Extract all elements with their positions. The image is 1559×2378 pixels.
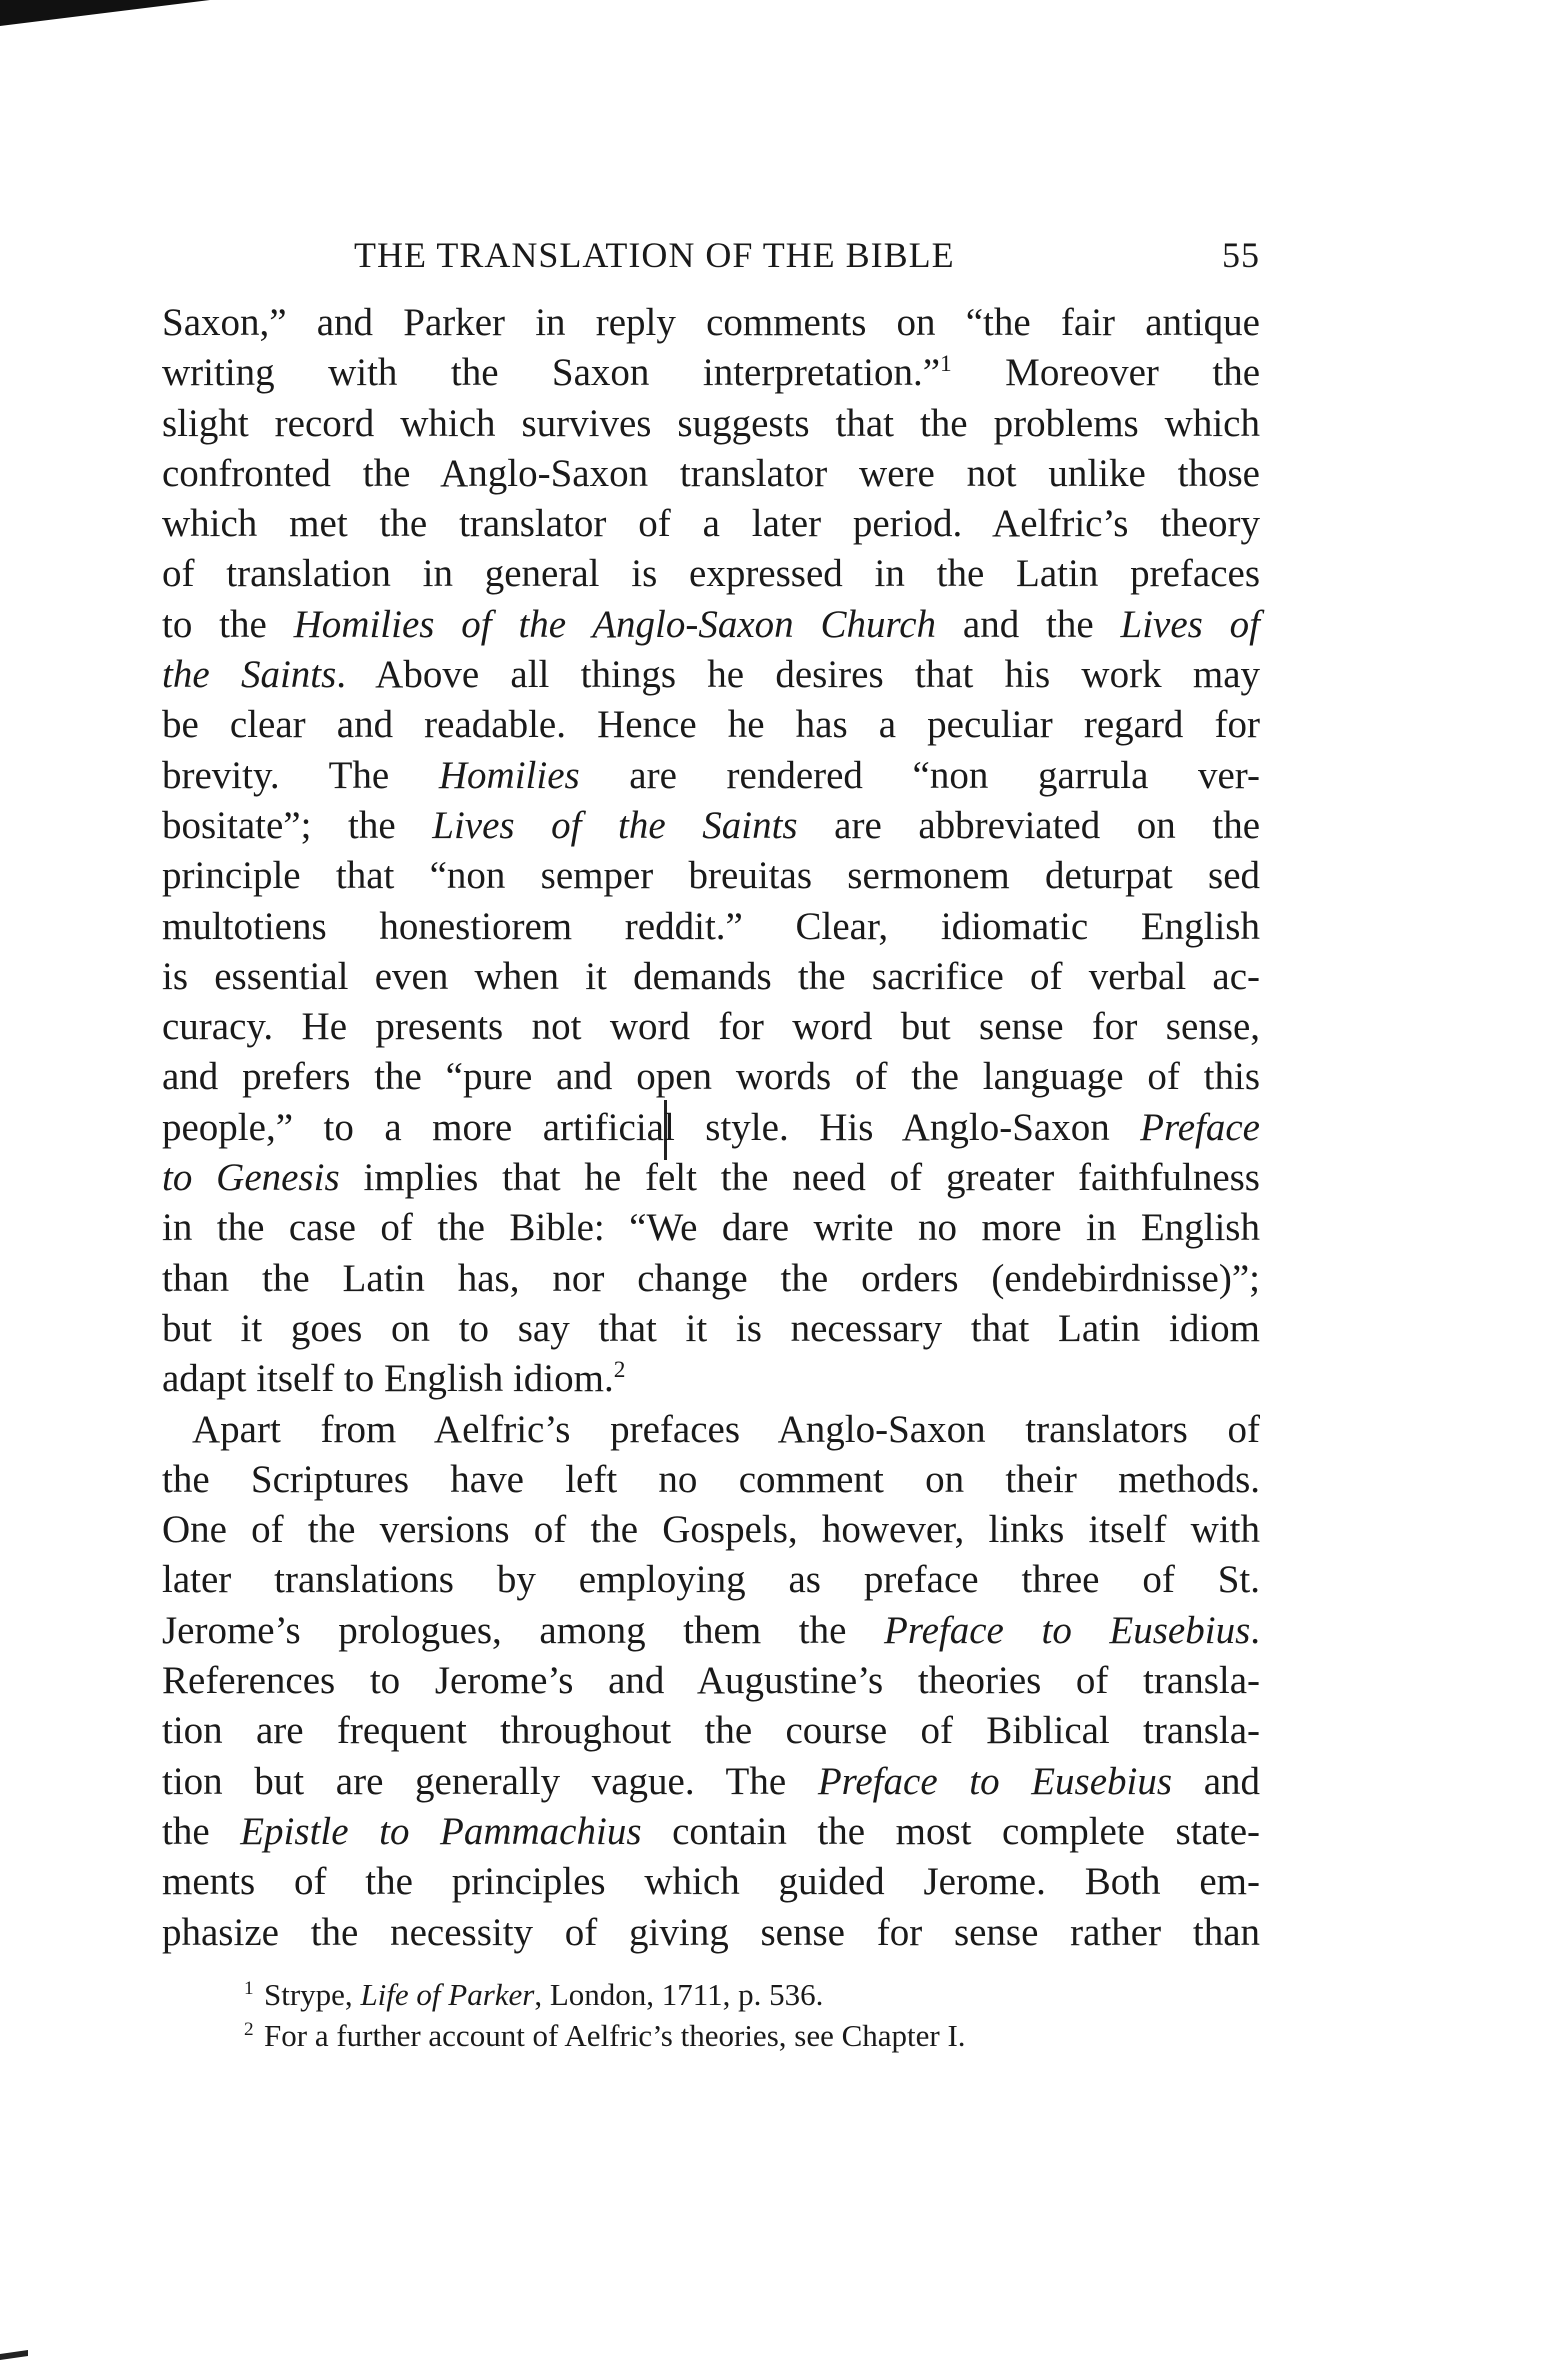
body-text — [162, 298, 1260, 2056]
text-line: be clear and readable. Hence he has a peculiar regard for — [162, 703, 1260, 747]
text-line: Apart from Aelfric’s prefaces Anglo-Saxon translators of — [192, 1407, 1260, 1451]
running-head — [162, 234, 1260, 294]
text-line: to Genesis implies that he felt the need of greater faithfulness — [162, 1156, 1260, 1200]
text-line: phasize the necessity of giving sense for sense rather than — [162, 1910, 1260, 1954]
text-line: curacy. He presents not word for word but sense for sense, — [162, 1005, 1260, 1049]
text-line: tion are frequent throughout the course of Biblical transla- — [162, 1709, 1260, 1753]
text-line: people,” to a more artificial style. His Anglo-Saxon Preface — [162, 1105, 1260, 1149]
text-line: the Epistle to Pammachius contain the most complete state- — [162, 1809, 1260, 1853]
text-line: One of the versions of the Gospels, however, links itself with — [162, 1508, 1260, 1552]
text-line: the Scriptures have left no comment on their methods. — [162, 1457, 1260, 1501]
text-line: Saxon,” and Parker in reply comments on “the fair antique — [162, 301, 1260, 344]
text-line: but it goes on to say that it is necessary that Latin idiom — [162, 1306, 1260, 1350]
text-line: than the Latin has, nor change the orders (endebirdnisse)”; — [162, 1256, 1260, 1300]
running-title: THE TRANSLATION OF THE BIBLE — [354, 235, 955, 275]
footnote-ref: 2 — [613, 1357, 626, 1384]
text-line: to the Homilies of the Anglo-Saxon Church and the Lives of — [162, 602, 1260, 646]
paragraph-2 — [162, 1405, 1260, 1958]
footnote-1: 1 Strype, Life of Parker, London, 1711, p. 536. — [162, 1974, 1260, 2015]
text-line: is essential even when it demands the sacrifice of verbal ac- — [162, 954, 1260, 998]
book-page — [162, 234, 1260, 2056]
text-line: writing with the Saxon interpretation.”$^1$ Moreover the — [162, 351, 1261, 395]
text-line: slight record which survives suggests that the problems which — [162, 401, 1260, 445]
scan-corner-mark — [0, 0, 210, 26]
text-line: multotiens honestiorem reddit.” Clear, idiomatic English — [162, 904, 1260, 948]
text-line: References to Jerome’s and Augustine’s theories of transla- — [162, 1659, 1260, 1703]
text-line: tion but are generally vague. The Preface to Eusebius and — [162, 1759, 1261, 1803]
text-line: and prefers the “pure and open words of the language of this — [162, 1055, 1260, 1099]
text-line: in the case of the Bible: “We dare write no more in English — [162, 1206, 1260, 1250]
text-line: later translations by employing as preface three of St. — [162, 1558, 1260, 1602]
text-line: ments of the principles which guided Jerome. Both em- — [162, 1860, 1260, 1904]
footnote-ref: 1 — [940, 351, 952, 378]
text-line: which met the translator of a later period. Aelfric’s theory — [162, 502, 1260, 546]
footnote-mark: 1 — [244, 1977, 254, 1999]
text-line: bositate”; the Lives of the Saints are abbreviated on the — [162, 803, 1261, 847]
text-line: principle that “non semper breuitas sermonem deturpat sed — [162, 854, 1260, 898]
text-line: of translation in general is expressed in the Latin prefaces — [162, 552, 1260, 596]
page-number: 55 — [1222, 235, 1260, 275]
scan-bottom-mark — [0, 2350, 28, 2360]
paragraph-1 — [162, 298, 1260, 1405]
text-line: brevity. The Homilies are rendered “non garrula ver- — [162, 753, 1261, 797]
footnote-2: 2 For a further account of Aelfric’s theories, see Chapter I. — [162, 2015, 1260, 2056]
footnotes — [162, 1974, 1260, 2056]
text-line: the Saints. Above all things he desires that his work may — [162, 653, 1261, 697]
text-line: adapt itself to English idiom.$^2$ — [162, 1357, 626, 1401]
text-line: Jerome’s prologues, among them the Preface to Eusebius. — [162, 1608, 1261, 1652]
text-line: confronted the Anglo-Saxon translator were not unlike those — [162, 451, 1260, 495]
footnote-mark: 2 — [244, 2018, 254, 2040]
